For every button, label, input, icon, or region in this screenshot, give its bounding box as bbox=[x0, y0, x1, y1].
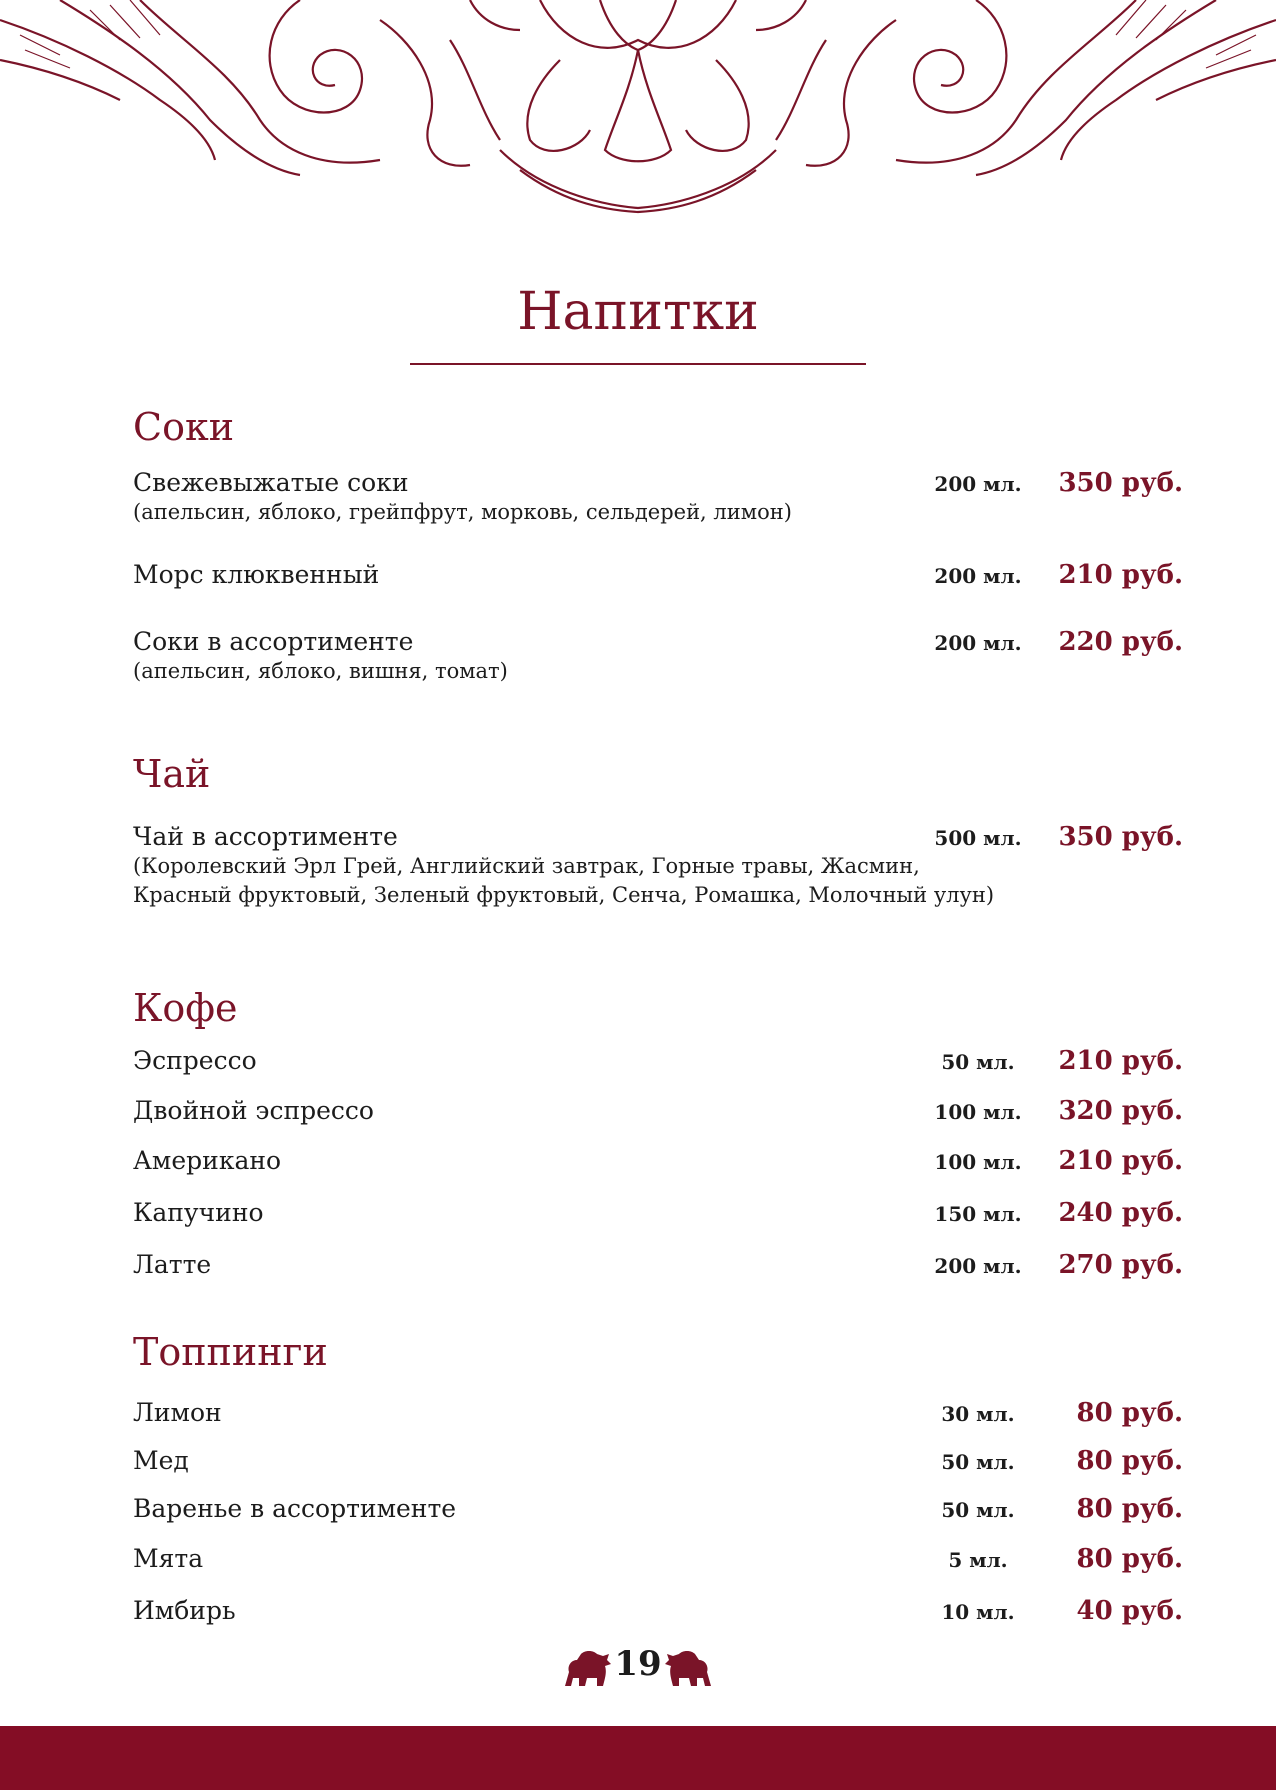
item-price: 80 руб. bbox=[1076, 1494, 1183, 1524]
item-price: 80 руб. bbox=[1076, 1544, 1183, 1574]
item-name: Мята bbox=[133, 1544, 204, 1573]
item-name: Соки в ассортименте bbox=[133, 627, 414, 656]
menu-item bbox=[133, 1250, 1183, 1280]
item-description: (апельсин, яблоко, грейпфрут, морковь, сельдерей, лимон) bbox=[133, 500, 792, 524]
item-volume: 200 мл. bbox=[934, 631, 1022, 655]
section-title-juices: Соки bbox=[133, 405, 235, 449]
item-name: Американо bbox=[133, 1146, 282, 1175]
item-volume: 200 мл. bbox=[934, 564, 1022, 588]
menu-item bbox=[133, 1544, 1183, 1574]
item-volume: 5 мл. bbox=[948, 1548, 1008, 1572]
item-name: Свежевыжатые соки bbox=[133, 468, 409, 497]
item-volume: 200 мл. bbox=[934, 472, 1022, 496]
menu-item bbox=[133, 1398, 1183, 1428]
item-volume: 50 мл. bbox=[941, 1050, 1015, 1074]
item-price: 240 руб. bbox=[1058, 1198, 1183, 1228]
item-volume: 50 мл. bbox=[941, 1498, 1015, 1522]
item-name: Мед bbox=[133, 1446, 189, 1475]
item-price: 210 руб. bbox=[1058, 1046, 1183, 1076]
item-name: Лимон bbox=[133, 1398, 222, 1427]
item-volume: 150 мл. bbox=[934, 1202, 1022, 1226]
page-number: 19 bbox=[614, 1644, 662, 1684]
section-title-toppings: Топпинги bbox=[133, 1330, 328, 1374]
menu-item bbox=[133, 822, 1183, 910]
item-name: Эспрессо bbox=[133, 1046, 257, 1075]
page-title: Напитки bbox=[517, 282, 759, 342]
menu-item bbox=[133, 560, 1183, 590]
item-description: Красный фруктовый, Зеленый фруктовый, Сенча, Ромашка, Молочный улун) bbox=[133, 883, 995, 907]
lion-icon bbox=[663, 1648, 713, 1688]
item-description: (Королевский Эрл Грей, Английский завтрак, Горные травы, Жасмин, bbox=[133, 854, 920, 878]
item-price: 320 руб. bbox=[1058, 1096, 1183, 1126]
item-price: 80 руб. bbox=[1076, 1446, 1183, 1476]
menu-item bbox=[133, 1596, 1183, 1626]
item-price: 80 руб. bbox=[1076, 1398, 1183, 1428]
title-underline bbox=[410, 363, 866, 365]
item-name: Морс клюквенный bbox=[133, 560, 380, 589]
section-title-coffee: Кофе bbox=[133, 986, 238, 1030]
item-price: 350 руб. bbox=[1058, 468, 1183, 498]
menu-item bbox=[133, 1494, 1183, 1524]
item-volume: 10 мл. bbox=[941, 1600, 1015, 1624]
item-price: 210 руб. bbox=[1058, 560, 1183, 590]
item-volume: 30 мл. bbox=[941, 1402, 1015, 1426]
item-volume: 500 мл. bbox=[934, 826, 1022, 850]
item-name: Латте bbox=[133, 1250, 212, 1279]
item-volume: 100 мл. bbox=[934, 1150, 1022, 1174]
footer-band bbox=[0, 1726, 1276, 1790]
item-price: 210 руб. bbox=[1058, 1146, 1183, 1176]
item-name: Варенье в ассортименте bbox=[133, 1494, 457, 1523]
menu-item bbox=[133, 1198, 1183, 1228]
item-description: (апельсин, яблоко, вишня, томат) bbox=[133, 659, 508, 683]
item-price: 350 руб. bbox=[1058, 822, 1183, 852]
item-volume: 100 мл. bbox=[934, 1100, 1022, 1124]
item-name: Двойной эспрессо bbox=[133, 1096, 374, 1125]
menu-item bbox=[133, 1046, 1183, 1076]
menu-item bbox=[133, 1096, 1183, 1126]
item-price: 40 руб. bbox=[1076, 1596, 1183, 1626]
item-price: 220 руб. bbox=[1058, 627, 1183, 657]
menu-item bbox=[133, 468, 1183, 527]
section-title-tea: Чай bbox=[133, 752, 211, 796]
item-volume: 200 мл. bbox=[934, 1254, 1022, 1278]
menu-item bbox=[133, 1146, 1183, 1176]
item-name: Имбирь bbox=[133, 1596, 236, 1625]
baroque-ornament bbox=[0, 0, 1276, 215]
menu-item bbox=[133, 1446, 1183, 1476]
item-name: Чай в ассортименте bbox=[133, 822, 398, 851]
item-volume: 50 мл. bbox=[941, 1450, 1015, 1474]
item-price: 270 руб. bbox=[1058, 1250, 1183, 1280]
item-name: Капучино bbox=[133, 1198, 264, 1227]
menu-item bbox=[133, 627, 1183, 686]
